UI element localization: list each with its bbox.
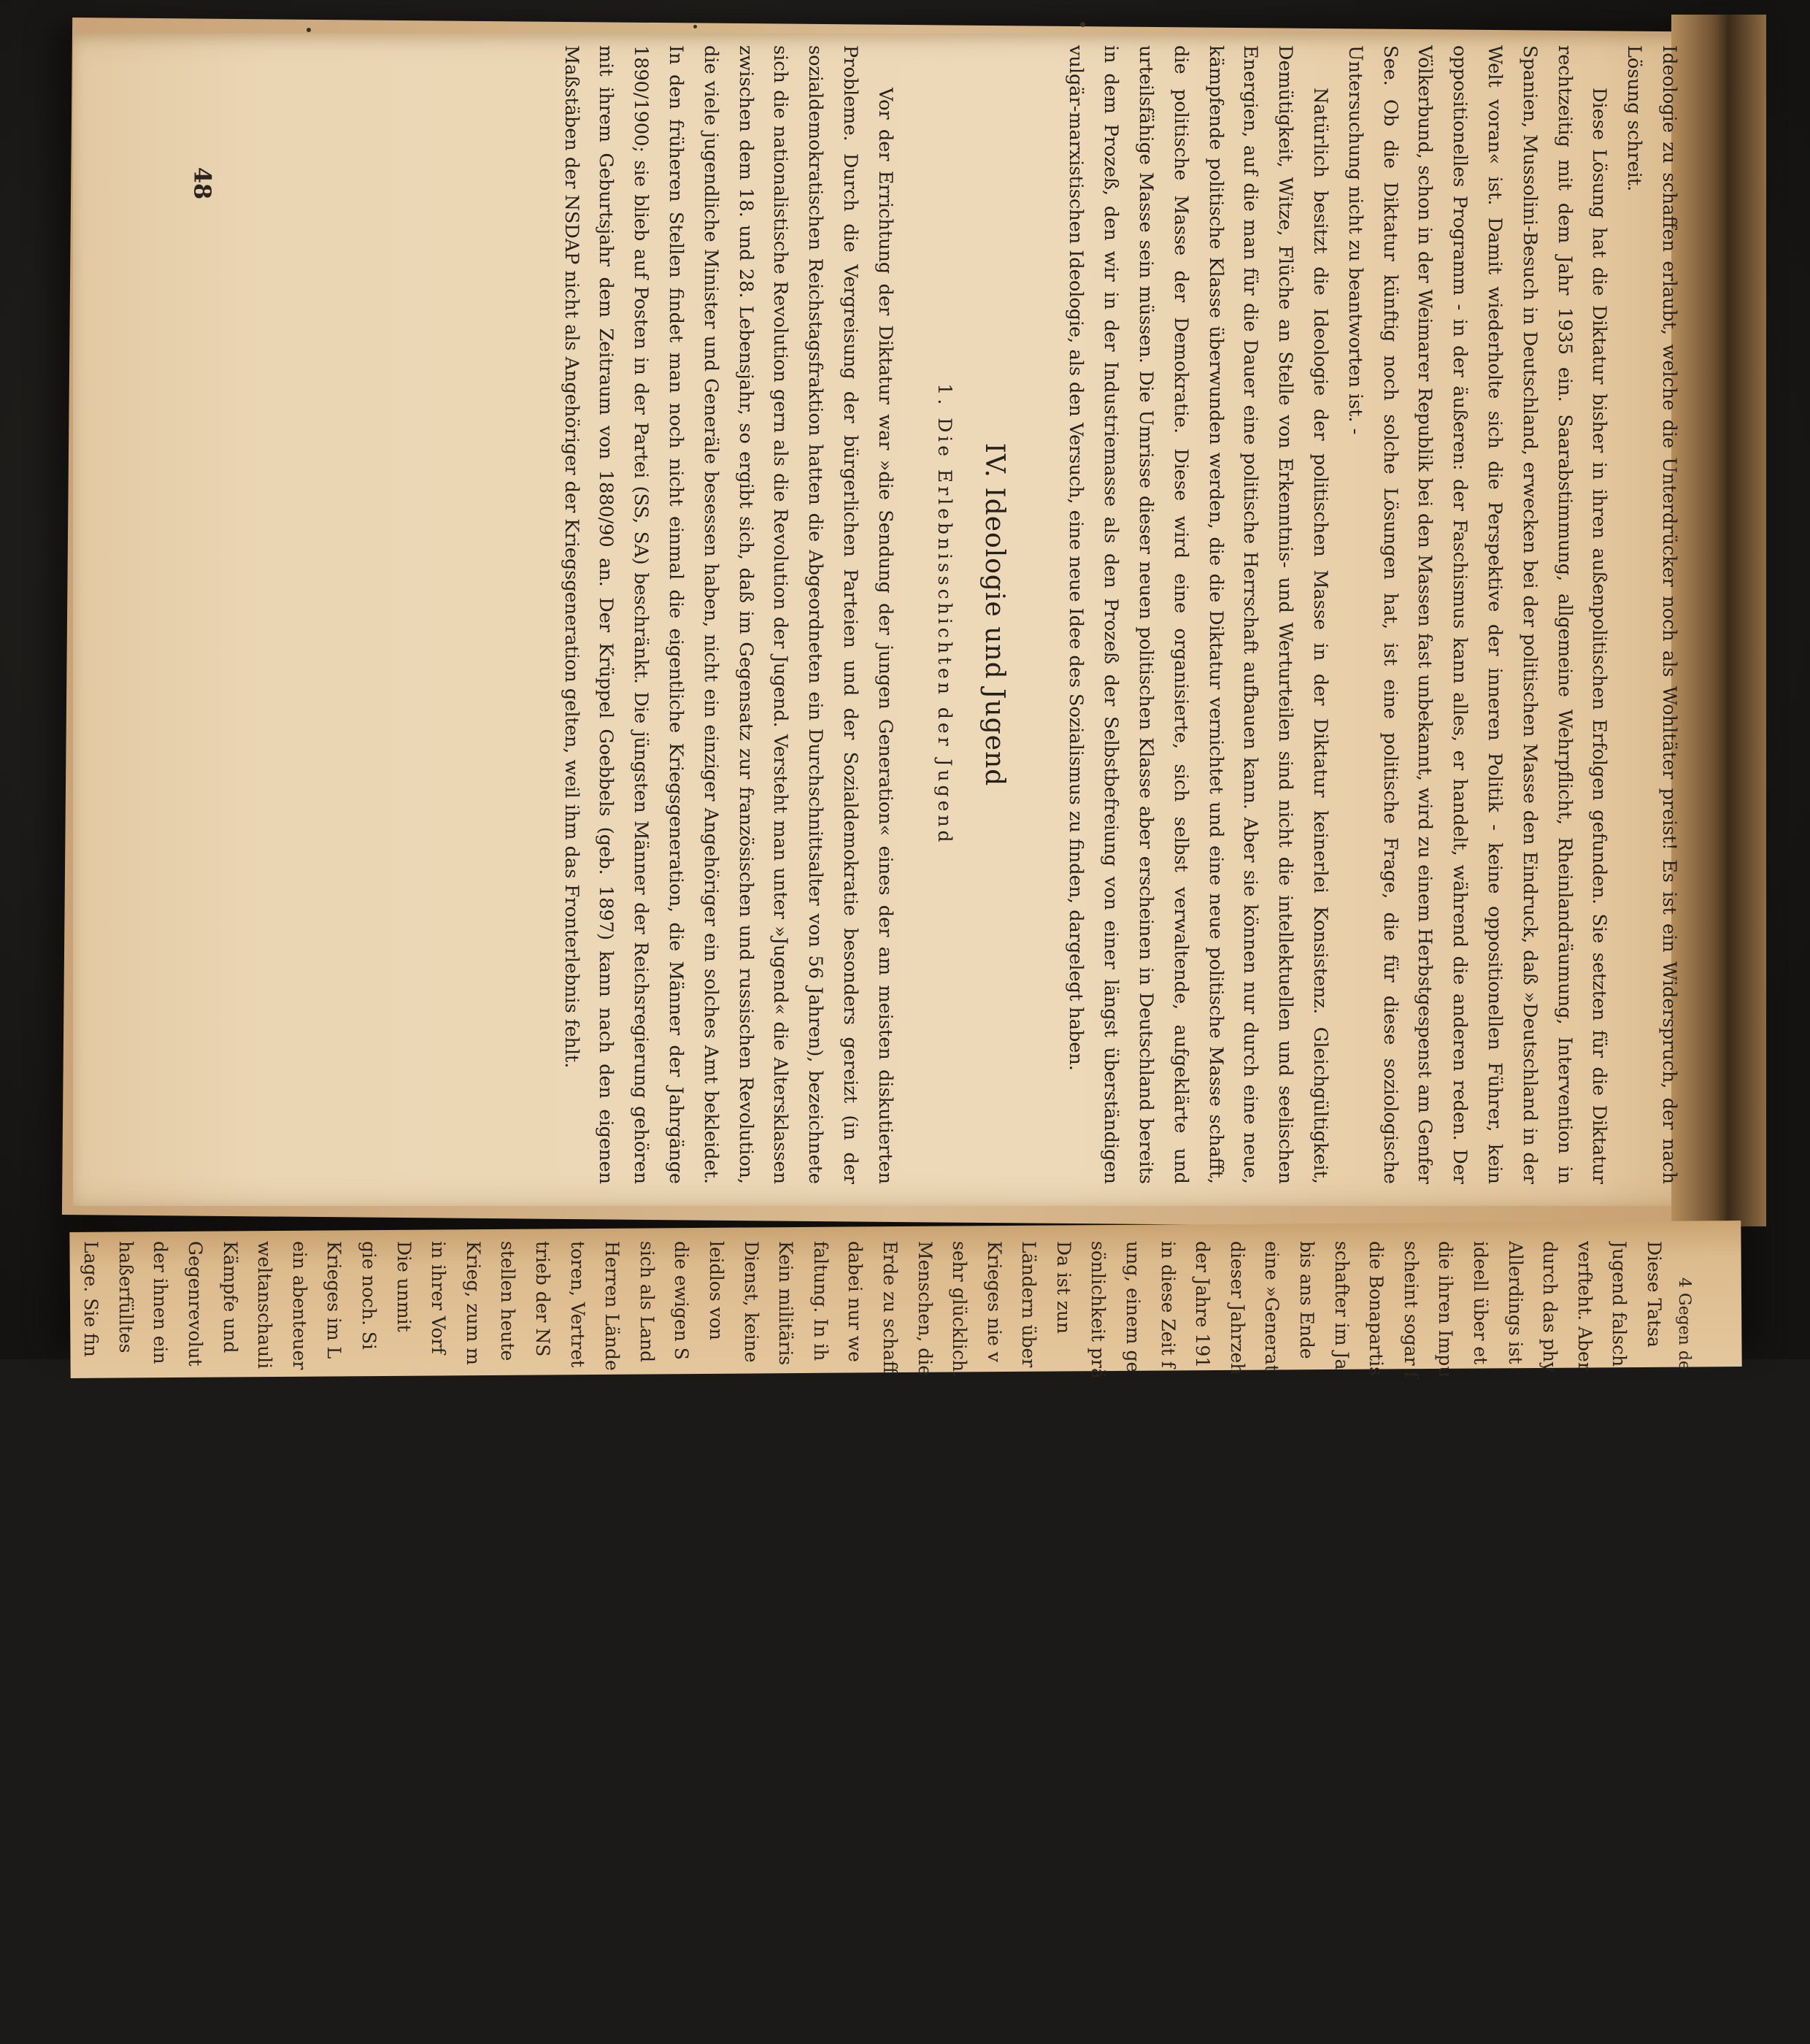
section-paragraph: Vor der Errichtung der Diktatur war »die Sendung der jungen Generation« eines der am meisten diskutierten Probleme. Durch die Vergreisung der bürgerlichen Parteien und der Sozialdemokratie besonders gereizt (in der sozialdemokratischen Reichstagsfraktion hatten die Abgeordneten ein Durchschnittsalter von 56 Jahren), bezeichnete sich die nationalistische Revolution gern als die Revolution der Jugend. Versteht man unter »Jugend« die Altersklassen zwischen dem 18. und 28. Lebensjahr, so ergibt sich, daß im Gegensatz zur französischen und russischen Revolution, die viele jugendliche Minister und Generäle besessen haben, nicht ein einziger Angehöriger ein solches Amt bekleidet. In den früheren Stellen findet man noch nicht einmal die eigentliche Kriegsgeneration, die Männer der Jahrgänge 1890/1900; sie blieb auf Posten in der Partei (SS, SA) beschränkt. Die jüngsten Männer der Reichsregierung gehören mit ihrem Geburtsjahr dem Zeitraum von 1880/90 an. Der Krüppel Goebbels (geb. 1897) kann nach den eigenen Maßstäben der NSDAP nicht als Angehöriger der Kriegsgeneration gelten, weil ihm das Fronterlebnis fehlt.: [560, 45, 896, 1184]
next-page-line: Menschen, die: [914, 1241, 936, 1377]
next-page-line: sich als Land: [636, 1241, 658, 1363]
paper-speck: [1080, 22, 1085, 27]
next-page-line: Jugend falsch: [1609, 1241, 1630, 1367]
next-page-line: in ihrer Vorf: [428, 1241, 450, 1354]
paper-speck: [307, 28, 311, 32]
paragraph-1: Ideologie zu schaffen erlaubt, welche die Unterdrücker noch als Wohltäter preist! Es ist ein Widerspruch, der nach Lösung schreit.: [1623, 45, 1680, 1184]
next-page-line: stellen heute: [497, 1241, 519, 1361]
next-page-line: Lage. Sie fin: [80, 1241, 102, 1357]
next-page-line: toren, Vertret: [566, 1241, 588, 1368]
next-page-line: faltung. In ih: [809, 1241, 831, 1361]
next-page-line: eine »Generat: [1261, 1241, 1283, 1372]
next-page-line: weltanschauli: [254, 1241, 276, 1369]
next-page-line: verfteht. Aber: [1574, 1241, 1595, 1371]
section-title: 1. Die Erlebnisschichten der Jugend: [933, 383, 955, 846]
next-page-line: dabei nur we: [844, 1241, 866, 1362]
next-page-text: [66, 1241, 1671, 2044]
next-page-line: Da ist zun: [1052, 1241, 1074, 1334]
next-page-line: Krieg, zum m: [462, 1241, 484, 1365]
next-page-line: die ihren Impu: [1435, 1241, 1457, 1378]
next-page-line: Allerdings ist: [1504, 1241, 1526, 1364]
next-page-line: trieb der NS: [532, 1241, 553, 1357]
page-text: [139, 45, 1686, 1184]
paragraph-2: Diese Lösung hat die Diktatur bisher in ihren außenpolitischen Erfolgen gefunden. Sie setzten für die Diktatur rechtzeitig mit dem Jahr 1935 ein. Saarabstimmung, allgemeine Wehrpflicht, Rheinlandräumung, Intervention in Spanien, Mussolini-Besuch in Deutschland, erwecken bei der politischen Masse den Eindruck, daß »Deutschland in der Welt voran« ist. Damit wiederholte sich die Perspektive der inneren Politik - keine oppositionellen Führer, kein oppositionelles Programm - in der äußeren: der Faschismus kann alles, er handelt, während die anderen reden. Der Völkerbund, schon in der Weimarer Republik bei den Massen fast unbekannt, wird zu einem Herbstgespenst am Genfer See. Ob die Diktatur künftig noch solche Lösungen hat, ist eine politische Frage, die für diese soziologische Untersuchung nicht zu beantworten ist. -: [1344, 45, 1611, 1184]
next-page-line: gie noch. Si: [358, 1241, 380, 1350]
next-page-line: Ländern über: [1018, 1241, 1040, 1368]
next-page-line: ideell über et: [1470, 1241, 1492, 1365]
next-page-line: ein abenteuer: [288, 1241, 310, 1370]
chapter-title: IV. Ideologie und Jugend: [979, 442, 1009, 787]
next-page-line: dieser Jahrzeh: [1226, 1241, 1248, 1375]
next-page-line: durch das phy: [1539, 1241, 1561, 1373]
next-page-line: Gegenrevolut: [185, 1241, 207, 1367]
next-page-line: Krieges nie v: [983, 1241, 1005, 1362]
next-page-line: die Bonapartis: [1366, 1241, 1387, 1376]
next-page-line: in diese Zeit f: [1157, 1241, 1179, 1368]
next-page-line: scheint sogar f: [1400, 1241, 1422, 1378]
next-page-line: sehr glücklich.: [949, 1241, 971, 1378]
next-page-footnote: 4 Gegen de: [1675, 1278, 1693, 1370]
next-page-line: leidlos von: [705, 1241, 727, 1340]
next-page-line: schafter im Ja: [1330, 1241, 1352, 1370]
next-page-line: bis ans Ende: [1296, 1241, 1318, 1359]
next-page-line: der ihnen ein: [150, 1241, 172, 1364]
next-page-line: Kämpfe und: [219, 1241, 241, 1353]
next-page-line: Kein militäris: [775, 1241, 797, 1366]
next-page-line: Erde zu schaff: [879, 1241, 901, 1374]
next-page-line: die ewigen S: [671, 1241, 693, 1360]
paper-speck: [693, 25, 697, 28]
next-page-line: sönlichkeit prä: [1087, 1241, 1109, 1379]
page-number: 48: [188, 166, 217, 200]
next-page-line: haßerfülltes: [115, 1241, 136, 1353]
next-page-line: Diese Tatsa: [1644, 1241, 1665, 1348]
paragraph-3: Natürlich besitzt die Ideologie der politischen Masse in der Diktatur keinerlei Konsistenz. Gleichgültigkeit, Demütigkeit, Witze, Flüche an Stelle von Erkenntnis- und Werturteilen sind nicht die intellektuellen und seelischen Energien, auf die man für die Dauer eine politische Herrschaft aufbauen kann. Aber sie können nur durch eine neue, kämpfende politische Klasse überwunden werden, die die Diktatur vernichtet und eine neue politische Masse schafft, die politische Masse der Demokratie. Diese wird eine organisierte, sich selbst verwaltende, aufgeklärte und urteilsfähige Masse sein müssen. Die Umrisse dieser neuen politischen Klasse aber erscheinen in Deutschland bereits in dem Prozeß, den wir in der Industriemasse als den Prozeß der Selbstbefreiung von einer längst überständigen vulgär-marxistischen Ideologie, als den Versuch, eine neue Idee des Sozialismus zu finden, dargelegt haben.: [1065, 45, 1332, 1184]
next-page-line: der Jahre 191: [1192, 1241, 1214, 1369]
next-page-line: Krieges im L: [323, 1241, 345, 1359]
next-page-line: Die unmit: [393, 1241, 415, 1332]
next-page-line: ung, einem ge: [1122, 1241, 1144, 1373]
next-page-line: Dienst, keine: [740, 1241, 762, 1363]
next-page-line: Herren Lände: [601, 1241, 623, 1371]
